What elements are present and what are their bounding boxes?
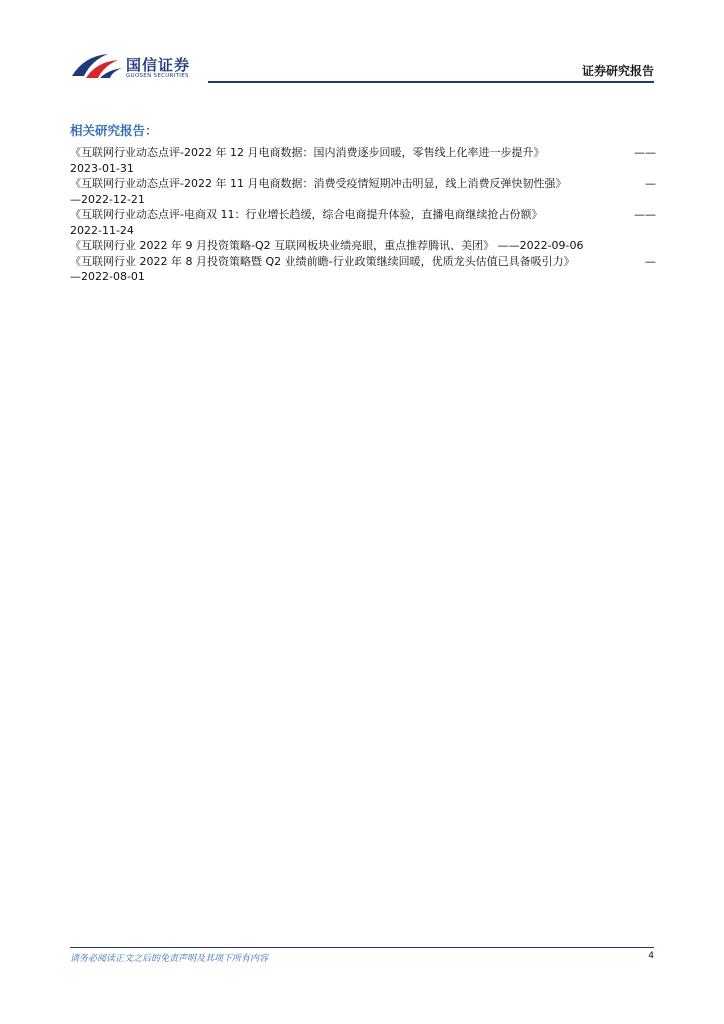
report-line <box>70 207 656 223</box>
footer-divider <box>70 947 654 948</box>
logo-english-name: GUOSEN SECURITIES <box>126 73 189 79</box>
report-line-dash: — <box>645 177 656 190</box>
header-divider <box>208 81 654 83</box>
report-line <box>70 161 656 177</box>
report-line <box>70 192 656 208</box>
page-header <box>0 0 724 90</box>
report-line-text: 《互联网行业 2022 年 9 月投资策略-Q2 互联网板块业绩亮眼，重点推荐腾讯、美团》 ——2022-09-06 <box>70 239 584 252</box>
report-line-text: 《互联网行业动态点评-2022 年 12 月电商数据：国内消费逐步回暖，零售线上化率进一步提升》 <box>70 146 545 159</box>
report-line-dash: — <box>645 254 656 268</box>
report-line <box>70 176 656 192</box>
report-line <box>70 223 656 239</box>
related-reports-title: 相关研究报告： <box>70 123 158 138</box>
report-line <box>70 254 656 270</box>
report-line-text: 2023-01-31 <box>70 161 134 175</box>
report-line-text: —2022-08-01 <box>70 270 145 283</box>
report-line-dash: —— <box>634 146 656 159</box>
company-logo <box>70 50 210 86</box>
logo-chinese-name: 国信证券 <box>126 56 191 74</box>
report-line <box>70 145 656 161</box>
report-line-text: 2022-11-24 <box>70 223 134 237</box>
footer-disclaimer: 请务必阅读正文之后的免责声明及其项下所有内容 <box>70 954 269 964</box>
report-line <box>70 238 656 254</box>
page-number: 4 <box>648 951 654 961</box>
report-line-text: 《互联网行业 2022 年 8 月投资策略暨 Q2 业绩前瞻-行业政策继续回暖，优质龙头估值已具备吸引力》 <box>70 254 575 268</box>
document-type-label: 证券研究报告 <box>581 64 654 78</box>
report-line-text: —2022-12-21 <box>70 192 145 206</box>
report-line <box>70 269 656 285</box>
guosen-logo-icon <box>70 50 124 84</box>
report-line-dash: —— <box>634 208 656 221</box>
related-reports-list <box>70 145 656 285</box>
report-line-text: 《互联网行业动态点评-电商双 11：行业增长趋缓，综合电商提升体验，直播电商继续抢占份额》 <box>70 208 543 221</box>
report-line-text: 《互联网行业动态点评-2022 年 11 月电商数据：消费受疫情短期冲击明显，线上消费反弹快韧性强》 <box>70 177 567 190</box>
